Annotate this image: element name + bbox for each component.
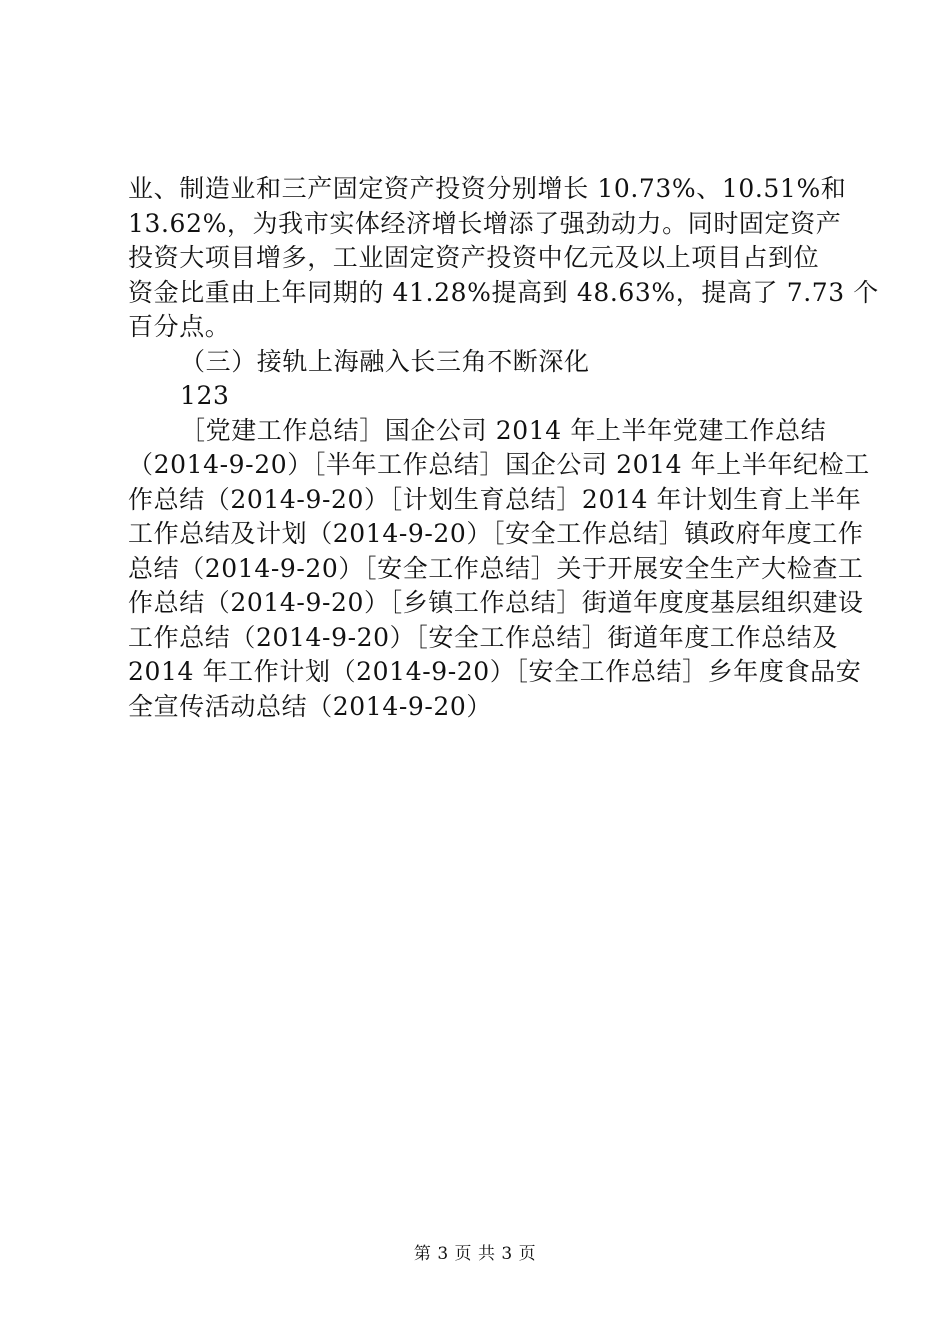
related-articles-line: 作总结（2014-9-20）［乡镇工作总结］街道年度度基层组织建设	[128, 588, 864, 617]
related-articles-line: 2014 年工作计划（2014-9-20）［安全工作总结］乡年度食品安	[128, 657, 862, 686]
related-articles-list	[128, 414, 870, 725]
text-line: 百分点。	[128, 312, 231, 341]
text-line: 投资大项目增多，工业固定资产投资中亿元及以上项目占到位	[128, 243, 820, 272]
page-marker: 123	[180, 381, 230, 410]
related-articles-line: 作总结（2014-9-20）［计划生育总结］2014 年计划生育上半年	[128, 484, 862, 514]
related-articles-line: 总结（2014-9-20）［安全工作总结］关于开展安全生产大检查工	[128, 553, 864, 583]
related-articles-line: ［党建工作总结］国企公司 2014 年上半年党建工作总结	[180, 415, 827, 445]
related-articles-line: 工作总结（2014-9-20）［安全工作总结］街道年度工作总结及	[128, 622, 838, 652]
text-line: 13.62%，为我市实体经济增长增添了强劲动力。同时固定资产	[128, 208, 842, 238]
paragraph-economy	[128, 172, 879, 345]
related-articles-line: 工作总结及计划（2014-9-20）［安全工作总结］镇政府年度工作	[128, 519, 864, 548]
text-line: 资金比重由上年同期的 41.28%提高到 48.63%，提高了 7.73 个	[128, 277, 879, 307]
page-footer	[0, 1243, 950, 1265]
page-number: 第 3 页 共 3 页	[413, 1244, 537, 1264]
related-articles-line: 全宣传活动总结（2014-9-20）	[128, 691, 493, 721]
related-articles-line: （2014-9-20）［半年工作总结］国企公司 2014 年上半年纪检工	[128, 450, 870, 479]
document-body	[128, 172, 879, 724]
section-heading: （三）接轨上海融入长三角不断深化	[180, 346, 590, 376]
text-line: 业、制造业和三产固定资产投资分别增长 10.73%、10.51%和	[128, 174, 847, 203]
